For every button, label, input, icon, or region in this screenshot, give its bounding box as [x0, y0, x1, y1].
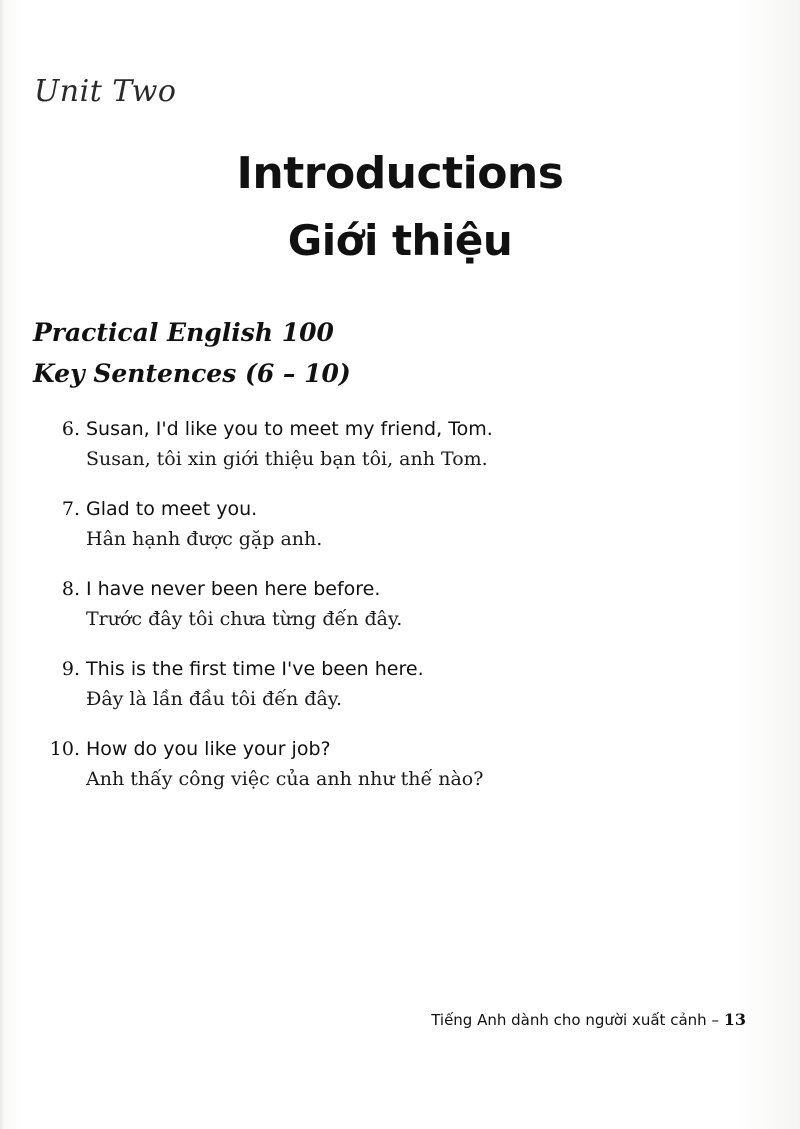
sentence-number: 9. [61, 658, 80, 680]
section-heading: Practical English 100 [33, 318, 334, 347]
sentence-item-9 [40, 658, 740, 738]
section-subheading: Key Sentences (6 – 10) [33, 359, 351, 388]
sentence-number: 6. [61, 418, 80, 440]
sentence-english: I have never been here before. [86, 578, 381, 600]
sentence-item-8 [40, 578, 740, 658]
footer-separator: – [711, 1011, 719, 1029]
page-footer [431, 1010, 746, 1029]
sentence-item-6 [40, 418, 740, 498]
sentence-vietnamese: Susan, tôi xin giới thiệu bạn tôi, anh Tom. [86, 448, 488, 470]
page-binding-edge [0, 0, 6, 1129]
sentence-english: This is the first time I've been here. [86, 658, 424, 680]
sentence-english: Susan, I'd like you to meet my friend, Tom. [86, 418, 493, 440]
sentence-vietnamese: Đây là lần đầu tôi đến đây. [86, 688, 343, 710]
sentence-english: How do you like your job? [86, 738, 331, 760]
sentence-vietnamese: Hân hạnh được gặp anh. [86, 528, 323, 550]
page-number: 13 [723, 1010, 746, 1029]
key-sentences-list [40, 418, 740, 818]
sentence-number: 7. [61, 498, 80, 520]
sentence-item-7 [40, 498, 740, 578]
sentence-number: 8. [61, 578, 80, 600]
sentence-vietnamese: Anh thấy công việc của anh như thế nào? [86, 768, 484, 790]
sentence-item-10 [40, 738, 740, 818]
page-title-english: Introductions [236, 148, 564, 199]
sentence-vietnamese: Trước đây tôi chưa từng đến đây. [86, 608, 403, 630]
sentence-number: 10. [49, 738, 80, 760]
page-title-vietnamese: Giới thiệu [287, 216, 513, 265]
unit-label: Unit Two [34, 74, 177, 109]
sentence-english: Glad to meet you. [86, 498, 258, 520]
footer-book-title: Tiếng Anh dành cho người xuất cảnh [431, 1011, 707, 1029]
